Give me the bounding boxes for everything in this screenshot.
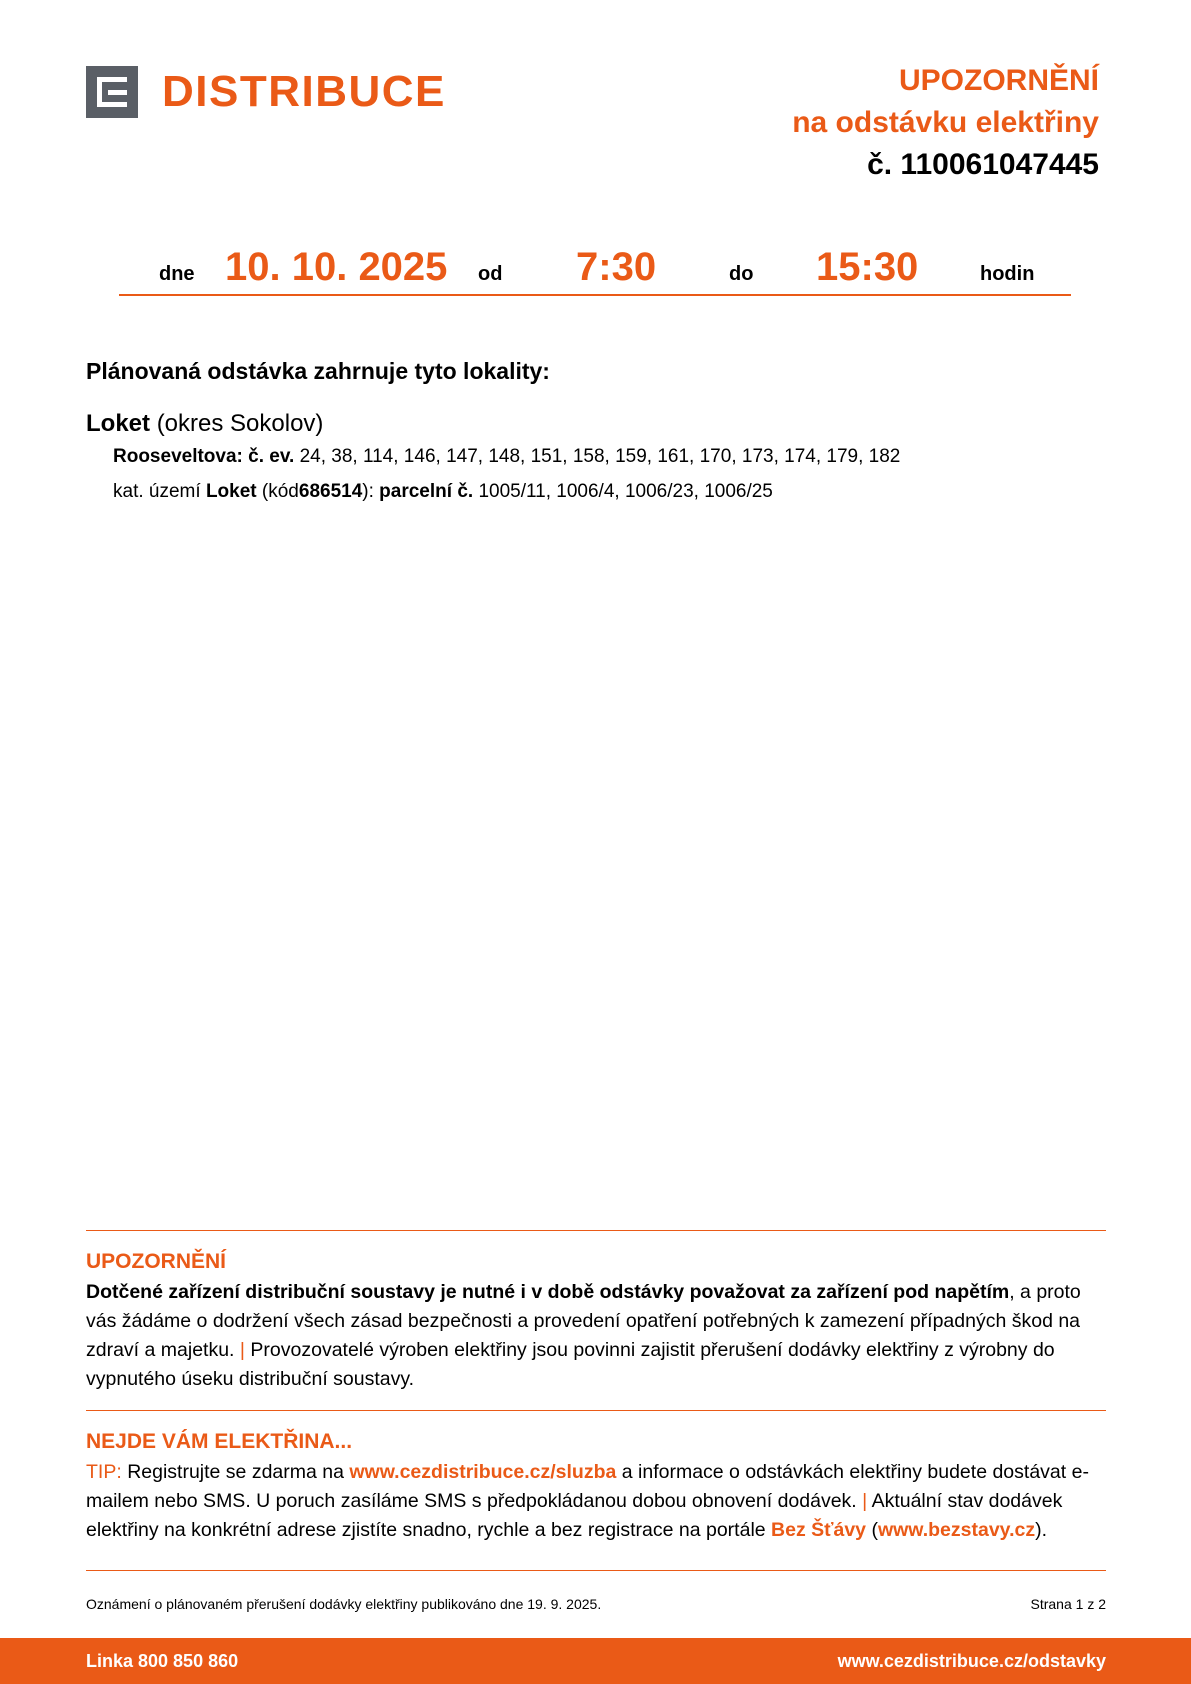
time-to: 15:30 [816,245,919,289]
notice-title [792,60,1099,186]
divider-2 [86,1410,1106,1411]
divider-1 [86,1230,1106,1231]
ev-numbers: 24, 38, 114, 146, 147, 148, 151, 158, 159, 161, 170, 173, 174, 179, 182 [299,446,901,467]
divider-3 [86,1570,1106,1571]
parcel-line [113,481,773,503]
tip-text-3: Aktuální stav dodávek elektřiny na konkrétní adrese zjistíte snadno, rychle a bez registrace na portále [86,1490,1063,1541]
separator: | [239,1339,245,1361]
footer-bar [0,1638,1191,1684]
warning-text [86,1278,1108,1394]
label-to: do [729,263,754,285]
logo-text: DISTRIBUCE [162,67,446,116]
tip-text [86,1458,1108,1545]
separator: | [862,1490,868,1512]
tip-text-1: Registrujte se zdarma na [127,1461,344,1483]
published-note: Oznámení o plánovaném přerušení dodávky elektřiny publikováno dne 19. 9. 2025. [86,1596,602,1612]
notice-number: č. 110061047445 [867,148,1099,181]
kod-value: 686514 [298,481,363,502]
parcel-numbers: 1005/11, 1006/4, 1006/23, 1006/25 [478,481,773,502]
title-line-1: UPOZORNĚNÍ [898,64,1099,97]
kat-prefix: kat. území [113,481,201,502]
portal-name: Bez Šťávy [771,1519,867,1541]
hotline: Linka 800 850 860 [86,1651,239,1671]
tip-text-2: a informace o odstávkách elektřiny budete dostávat e-mailem nebo SMS. U poruch zasíláme SMS s předpokládanou dobou obnovení dodávek. [86,1461,1089,1512]
warning-heading: UPOZORNĚNÍ [86,1250,227,1273]
kod-suffix: ): [362,481,374,502]
warning-text-2: Provozovatelé výroben elektřiny jsou povinni zajistit přerušení dodávky elektřiny z výrobny do vypnutého úseku distribuční soustavy. [86,1339,1055,1390]
outage-date: 10. 10. 2025 [225,245,448,289]
street-line [113,446,900,468]
tip-label: TIP: [86,1461,122,1483]
time-from: 7:30 [576,245,657,289]
label-date: dne [159,263,195,285]
title-line-2: na odstávku elektřiny [792,106,1099,139]
kat-town: Loket [205,481,257,502]
footer-url[interactable]: www.cezdistribuce.cz/odstavky [837,1651,1106,1671]
page-number: Strana 1 z 2 [1030,1596,1106,1612]
town-name: Loket [86,410,151,437]
warning-text-1: , a proto vás žádáme o dodržení všech zásad bezpečnosti a provedení opatření potřebných k zamezení případných škod na zdraví a majetku. [86,1281,1081,1361]
outage-time-row [119,240,1071,296]
localities-heading: Plánovaná odstávka zahrnuje tyto lokality: [86,358,550,384]
street-label: Rooseveltova: [113,446,243,467]
ev-label: č. ev. [248,446,295,467]
paren-close: ). [1035,1519,1048,1541]
parcel-label: parcelní č. [379,481,474,502]
logo-mark-icon [86,66,138,118]
bezstavy-link[interactable]: www.bezstavy.cz [877,1519,1036,1541]
paren-open: ( [871,1519,878,1541]
label-hours: hodin [980,263,1035,285]
district: (okres Sokolov) [156,410,324,437]
warning-bold-text: Dotčené zařízení distribuční soustavy je nutné i v době odstávky považovat za zařízení pod napětím [86,1281,1010,1303]
service-link[interactable]: www.cezdistribuce.cz/sluzba [349,1461,617,1483]
company-logo [86,66,446,118]
kod-prefix: (kód [261,481,299,502]
label-from: od [478,263,503,285]
locality-town [86,410,323,438]
tip-heading: NEJDE VÁM ELEKTŘINA... [86,1430,353,1453]
